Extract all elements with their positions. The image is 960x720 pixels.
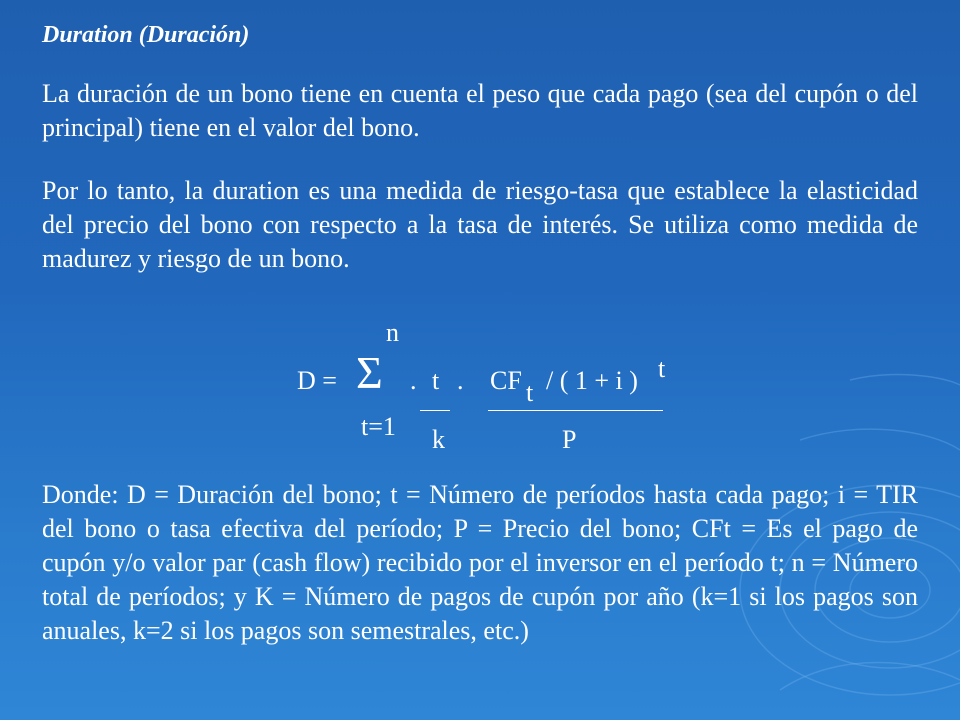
formula-denominator-p: P: [562, 425, 577, 454]
formula-denominator-k: k: [432, 425, 445, 454]
formula-dot-1: .: [410, 366, 417, 395]
paragraph-where: Donde: D = Duración del bono; t = Número de períodos hasta cada pago; i = TIR del bono o tasa efectiva del período; P = Precio del bono; CFt = Es el pago de cupón y/o valor par (cash flow) recibido por el inversor en el período t; n = Número total de períodos; y K = Número de pagos de cupón por año (k=1 si los pagos son anuales, k=2 si los pagos son semestrales, etc.): [42, 480, 918, 645]
paragraph-elasticity: Por lo tanto, la duration es una medida de riesgo-tasa que establece la elasticidad del precio del bono con respecto a la tasa de interés. Se utiliza como medida de madurez y riesgo de un bono.: [42, 176, 918, 273]
paragraph-definition: La duración de un bono tiene en cuenta el peso que cada pago (sea del cupón o del principal) tiene en el valor del bono.: [42, 79, 918, 142]
fraction-bar-k: [420, 410, 450, 411]
fraction-bar-p: [488, 410, 663, 411]
formula-cf-subscript: t: [526, 378, 534, 407]
formula-cf: CF: [490, 366, 522, 395]
formula-dot-2: .: [457, 366, 464, 395]
formula-lhs: D =: [297, 366, 337, 395]
formula-upper-limit: n: [386, 318, 399, 347]
formula-t: t: [432, 366, 440, 395]
formula-discount: / ( 1 + i ): [546, 366, 638, 395]
slide-title: Duration (Duración): [42, 22, 250, 48]
formula-lower-limit: t=1: [361, 412, 396, 441]
formula-sigma: Σ: [356, 347, 383, 398]
formula-exponent: t: [658, 354, 666, 383]
